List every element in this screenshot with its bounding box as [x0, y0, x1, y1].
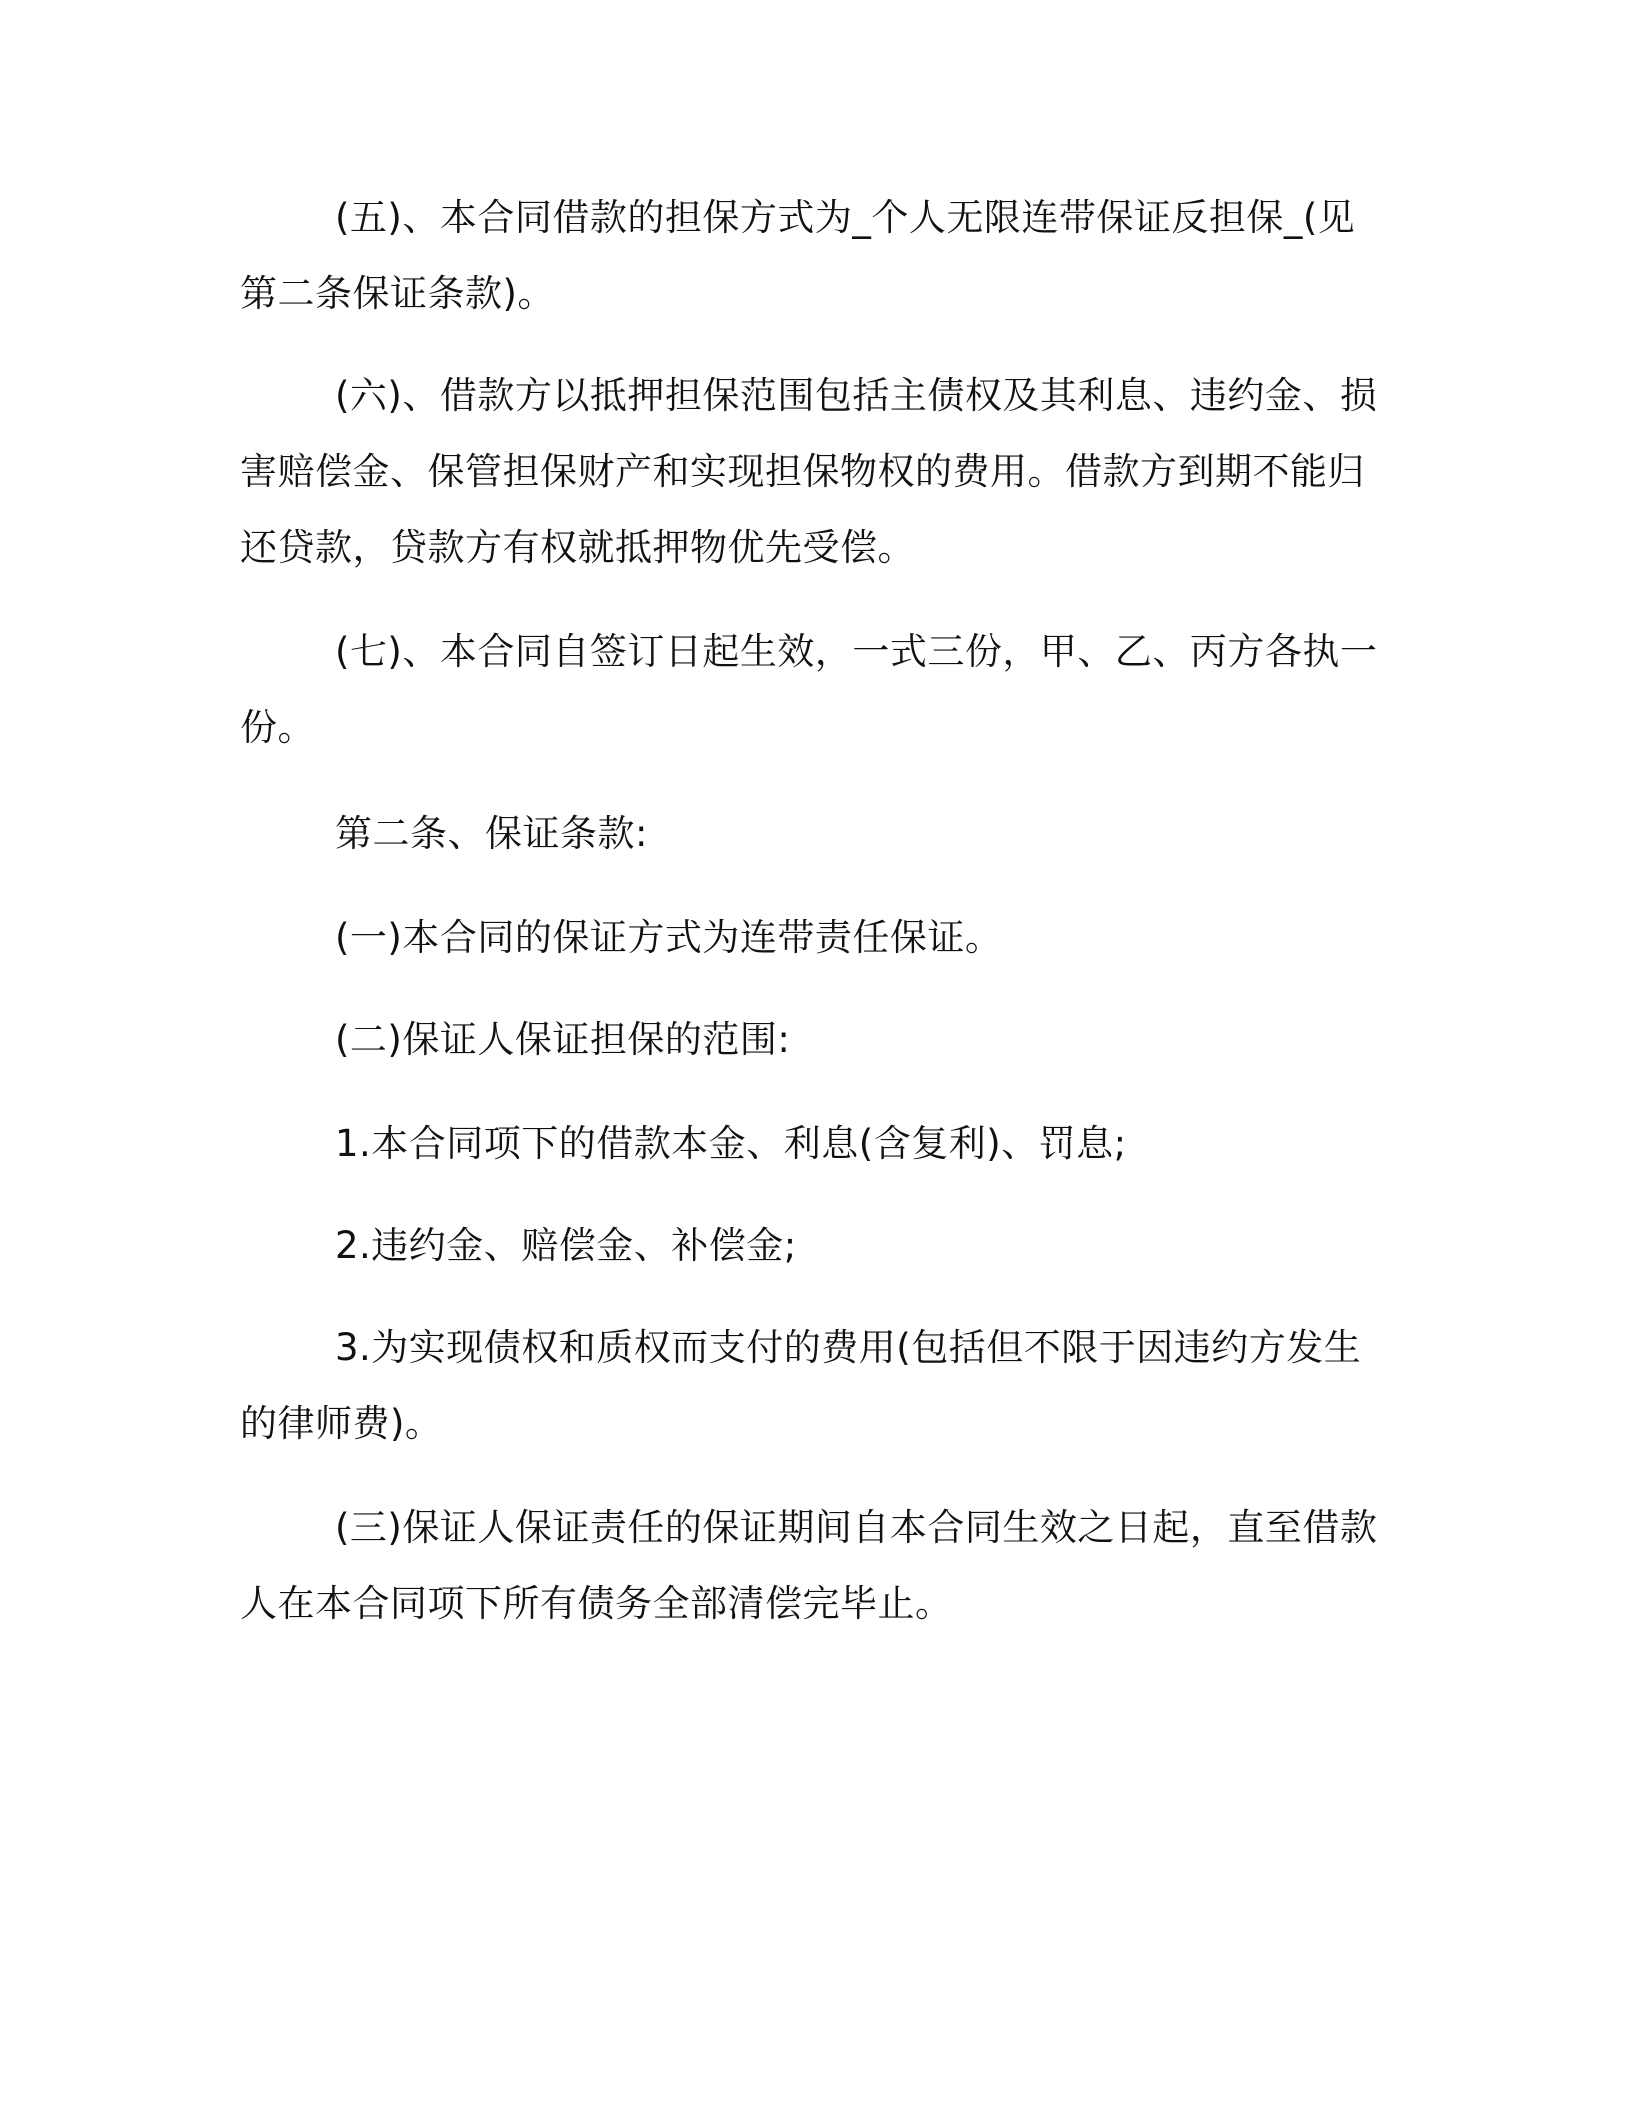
list-item-2: 2.违约金、赔偿金、补偿金; [335, 1224, 797, 1267]
paragraph-clause-7: (七)、本合同自签订日起生效，一式三份，甲、乙、丙方各执一份。 [240, 630, 1378, 749]
section-heading-article-2: 第二条、保证条款: [335, 812, 648, 855]
paragraph-clause-5: (五)、本合同借款的担保方式为_个人无限连带保证反担保_(见第二条保证条款)。 [240, 196, 1356, 315]
paragraph-guarantee-1: (一)本合同的保证方式为连带责任保证。 [335, 916, 1003, 959]
paragraph-guarantee-3: (三)保证人保证责任的保证期间自本合同生效之日起，直至借款人在本合同项下所有债务全部清偿完毕止。 [240, 1506, 1378, 1625]
list-item-3: 3.为实现债权和质权而支付的费用(包括但不限于因违约方发生的律师费)。 [240, 1326, 1362, 1445]
list-item-1: 1.本合同项下的借款本金、利息(含复利)、罚息; [335, 1122, 1127, 1165]
paragraph-guarantee-2: (二)保证人保证担保的范围: [335, 1018, 791, 1061]
paragraph-clause-6: (六)、借款方以抵押担保范围包括主债权及其利息、违约金、损害赔偿金、保管担保财产和实现担保物权的费用。借款方到期不能归还贷款，贷款方有权就抵押物优先受偿。 [240, 374, 1378, 569]
